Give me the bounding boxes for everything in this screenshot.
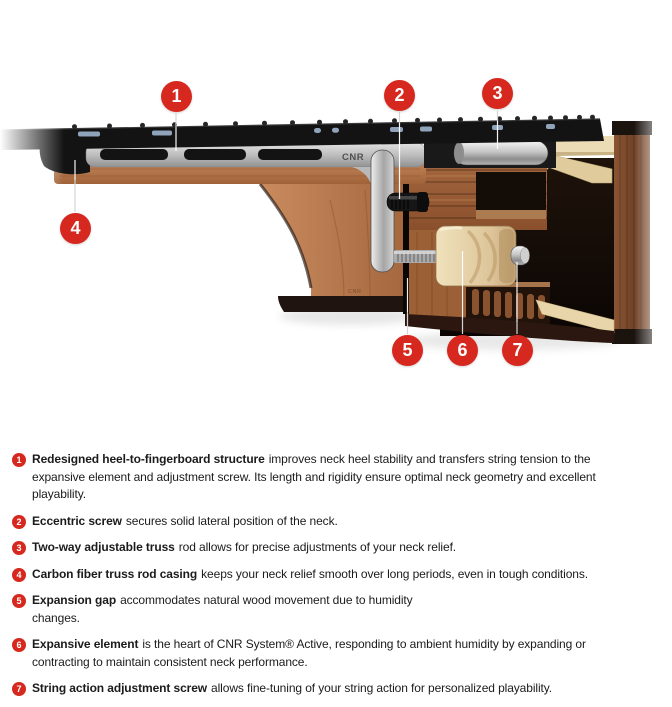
callout-7: 7 — [502, 335, 533, 366]
legend-item-2 — [12, 513, 660, 531]
cnr-engraving: CNR — [342, 152, 365, 163]
heel-cap — [278, 296, 406, 312]
legend-bullet-1: 1 — [12, 453, 26, 467]
legend-bullet-5: 5 — [12, 594, 26, 608]
two-way-truss-rod — [454, 141, 548, 165]
truss-rod-channel — [476, 172, 546, 214]
legend-text-3: Two-way adjustable truss rod allows for precise adjustments of your neck relief. — [32, 540, 457, 554]
legend-item-4 — [12, 566, 660, 584]
legend-text-2: Eccentric screw secures solid lateral position of the neck. — [32, 513, 338, 528]
legend-bullet-2: 2 — [12, 515, 26, 529]
legend-text-5: Expansion gap accommodates natural wood movement due to humidity changes. — [32, 593, 413, 625]
heel-to-fingerboard-structure — [86, 143, 426, 272]
svg-text:CNR: CNR — [348, 289, 362, 295]
callout-3: 3 — [482, 78, 513, 109]
legend-item-3 — [12, 539, 660, 557]
callout-4: 4 — [60, 213, 91, 244]
callout-6: 6 — [447, 335, 478, 366]
legend-bullet-6: 6 — [12, 638, 26, 652]
expansive-element — [436, 226, 516, 286]
legend-text-7: String action adjustment screw allows fine-tuning of your string action for personalized playability. — [32, 681, 553, 695]
left-fade — [0, 95, 64, 385]
heel-insert-bar — [371, 150, 394, 272]
callout-1: 1 — [161, 81, 192, 112]
legend-text-4: Carbon fiber truss rod casing keeps your neck relief smooth over long periods, even in tough conditions. — [32, 566, 588, 581]
legend — [12, 451, 660, 707]
legend-text-6: Expansive element is the heart of CNR System® Active, responding to ambient humidity by expanding or contracting to maintain consistent neck performance. — [32, 637, 586, 669]
legend-bullet-4: 4 — [12, 568, 26, 582]
legend-bullet-7: 7 — [12, 682, 26, 696]
callout-2: 2 — [384, 80, 415, 111]
legend-item-5 — [12, 592, 660, 627]
callout-5: 5 — [392, 335, 423, 366]
eccentric-screw — [387, 192, 429, 212]
legend-item-1 — [12, 451, 660, 504]
string-action-adjustment-screw — [511, 246, 530, 265]
legend-bullet-3: 3 — [12, 541, 26, 555]
legend-text-1: Redesigned heel-to-fingerboard structure improves neck heel stability and transfers string tension to the expansive element and adjustment screw. Its length and rigidity ensure optimal neck geometry and excellent playability. — [32, 452, 596, 501]
legend-item-7 — [12, 680, 660, 698]
right-fade — [634, 95, 672, 385]
legend-item-6 — [12, 636, 660, 671]
